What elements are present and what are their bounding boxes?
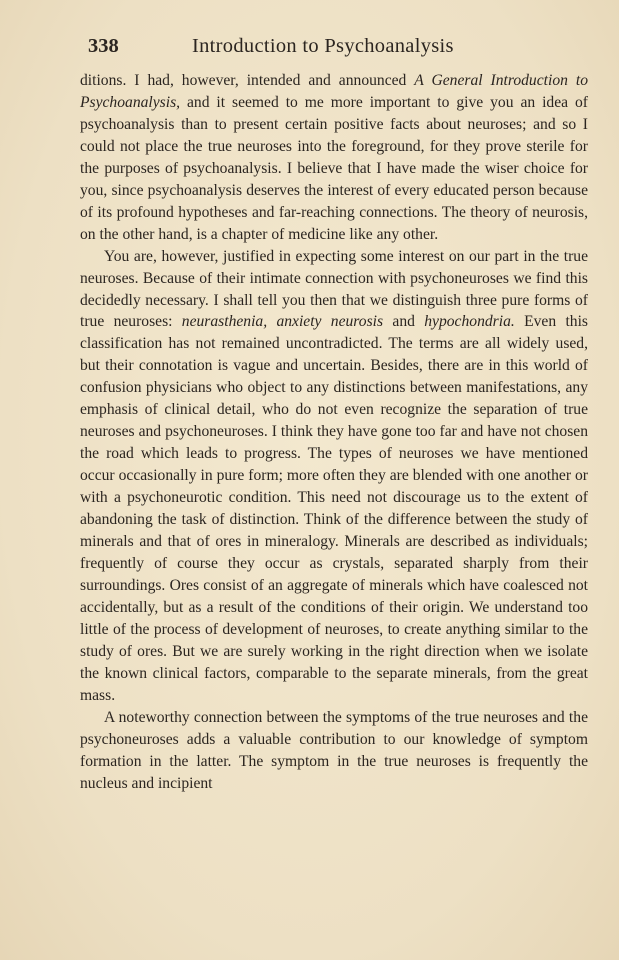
paragraph-2-text-a: You are, however, justified in expecting some interest on our part in the true neuroses. Because of their intimate connection with psychoneuroses we find this decidedly necessary. I shall tell you then that we distinguish three pure forms of true neuroses: xyxy=(80,247,588,331)
paragraph-1-text-b: and it seemed to me more important to give you an idea of psychoanalysis than to present certain positive facts about neuroses; and so I could not place the true neuroses into the foreground, for they prove sterile for the purposes of psychoanalysis. I believe that I have made the wiser choice for you, since psychoanalysis deserves the interest of every educated person because of its profound hypotheses and far-reaching connections. The theory of neurosis, on the other hand, is a chapter of medicine like any other. xyxy=(80,93,588,243)
body-text xyxy=(80,70,588,794)
running-title: Introduction to Psychoanalysis xyxy=(192,35,454,57)
paragraph-3: A noteworthy connection between the symptoms of the true neuroses and the psychoneuroses adds a valuable contribution to our knowledge of symptom formation in the latter. The symptom in the true neuroses is frequently the nucleus and incipient xyxy=(80,708,588,792)
paragraph-2 xyxy=(80,246,588,707)
paragraph-1 xyxy=(80,70,588,246)
neurosis-types-italic: neurasthenia, anxiety neurosis xyxy=(181,313,384,331)
hypochondria-italic: hypochondria. xyxy=(424,313,515,331)
page-number: 338 xyxy=(88,35,119,57)
paragraph-2-text-b: and xyxy=(383,313,425,331)
book-title-italic: A General Introduction to Psychoanalysis, xyxy=(80,72,588,111)
paragraph-1-text-a: ditions. I had, however, intended and announced xyxy=(80,72,415,89)
paragraph-2-text-c: Even this classification has not remained uncontradicted. The terms are all widely used, but their connotation is vague and uncertain. Besides, there are in this world of confusion physicians who object to any distinctions between manifestations, any emphasis of clinical detail, who do not even recognize the separation of true neuroses and psychoneuroses. I think they have gone too far and have not chosen the road which leads to progress. The types of neuroses we have mentioned occur occasionally in pure form; more often they are blended with one another or with a psychoneurotic condition. This need not discourage us to the extent of abandoning the task of distinction. Think of the difference between the study of minerals and that of ores in mineralogy. Minerals are described as individuals; frequently of course they occur as crystals, separated sharply from their surroundings. Ores consist of an aggregate of minerals which have coalesced not accidentally, but as a result of the conditions of their origin. We understand too little of the process of development of neuroses, to create anything similar to the study of ores. But we are surely working in the right direction when we isolate the known clinical factors, comparable to the separate minerals, from the great mass. xyxy=(80,313,589,704)
